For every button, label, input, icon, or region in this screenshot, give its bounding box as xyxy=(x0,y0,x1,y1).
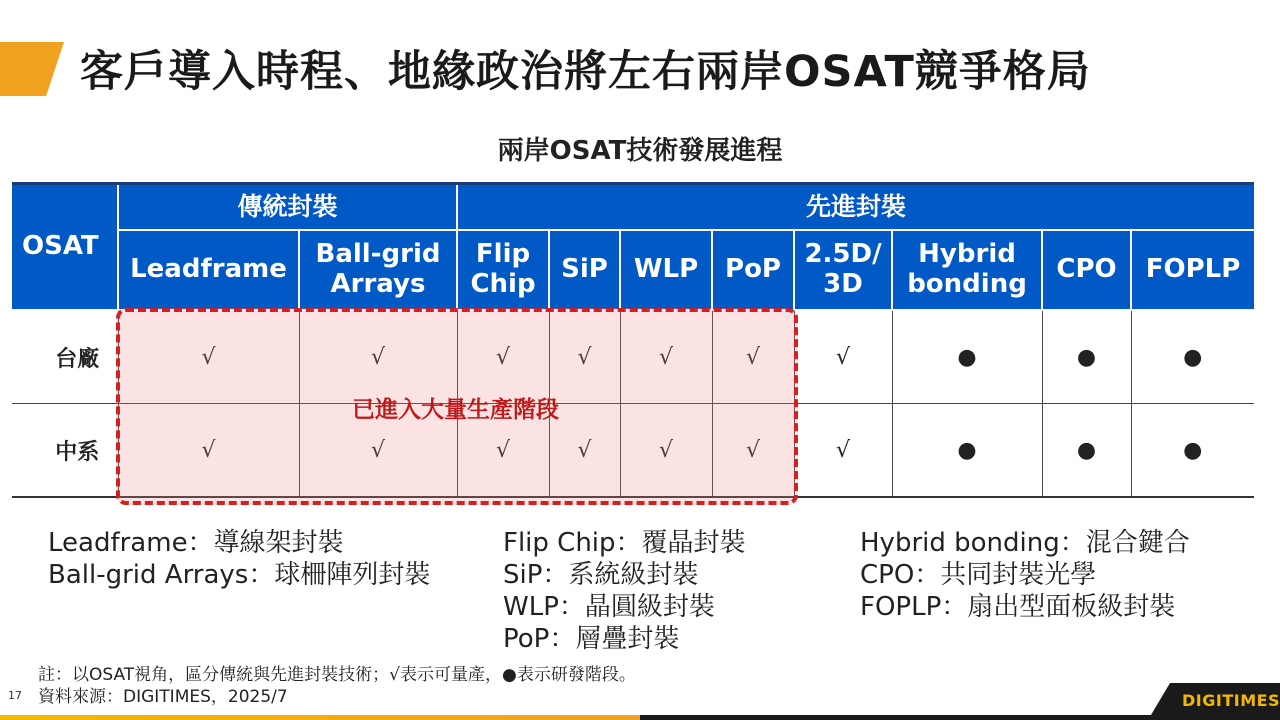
table-cell: √ xyxy=(118,404,299,498)
header-col-leadframe: Leadframe xyxy=(118,230,299,310)
legend-item: CPO：共同封裝光學 xyxy=(860,560,1097,590)
header-col-2-5d-3d: 2.5D/ 3D xyxy=(794,230,892,310)
legend-item: WLP：晶圓級封裝 xyxy=(503,592,715,622)
legend-column-advanced-2 xyxy=(860,527,1190,623)
legend-item: Leadframe：導線架封裝 xyxy=(48,528,344,558)
table-cell: √ xyxy=(299,404,457,498)
table-cell: √ xyxy=(712,404,794,498)
table-cell: ● xyxy=(892,310,1042,404)
table-cell: √ xyxy=(457,310,549,404)
table-cell: √ xyxy=(299,310,457,404)
digitimes-logo: DIGITIMES xyxy=(1182,691,1280,710)
table-title: 兩岸OSAT技術發展進程 xyxy=(497,136,783,166)
table-cell: ● xyxy=(1042,310,1131,404)
table-cell: √ xyxy=(712,310,794,404)
table-cell: √ xyxy=(118,310,299,404)
note-text: 註：以OSAT視角，區分傳統與先進封裝技術；√表示可量產，●表示研發階段。 xyxy=(38,665,636,685)
header-col-sip: SiP xyxy=(549,230,620,310)
table-cell: √ xyxy=(794,404,892,498)
footnote xyxy=(38,664,636,708)
header-col-wlp: WLP xyxy=(620,230,712,310)
mass-production-label: 已進入大量生產階段 xyxy=(352,397,559,423)
slide-title: 客戶導入時程、地緣政治將左右兩岸OSAT競爭格局 xyxy=(80,47,1091,97)
header-col-bga: Ball-grid Arrays xyxy=(299,230,457,310)
legend-item: PoP：層疊封裝 xyxy=(503,624,680,654)
header-col-foplp: FOPLP xyxy=(1131,230,1254,310)
header-col-cpo: CPO xyxy=(1042,230,1131,310)
header-col-hybrid-bonding: Hybrid bonding xyxy=(892,230,1042,310)
header-col-flip-chip: Flip Chip xyxy=(457,230,549,310)
header-group-advanced: 先進封裝 xyxy=(457,184,1254,231)
table-cell: √ xyxy=(620,404,712,498)
footer-stripe xyxy=(0,715,1280,720)
row-label: 台廠 xyxy=(12,310,118,404)
legend-item: Hybrid bonding：混合鍵合 xyxy=(860,528,1190,558)
table-cell: ● xyxy=(892,404,1042,498)
table-cell: √ xyxy=(794,310,892,404)
table-cell: √ xyxy=(620,310,712,404)
table-cell: ● xyxy=(1131,310,1254,404)
header-col-pop: PoP xyxy=(712,230,794,310)
header-group-traditional: 傳統封裝 xyxy=(118,184,457,231)
table-cell: √ xyxy=(549,310,620,404)
legend-column-advanced-1 xyxy=(503,527,746,655)
table-row-china xyxy=(12,404,1254,498)
table-cell: ● xyxy=(1131,404,1254,498)
legend-item: Ball-grid Arrays：球柵陣列封裝 xyxy=(48,560,431,590)
legend-column-traditional xyxy=(48,527,430,591)
header-osat: OSAT xyxy=(12,184,118,311)
row-label: 中系 xyxy=(12,404,118,498)
osat-comparison-table xyxy=(12,182,1254,498)
page-number: 17 xyxy=(8,689,22,702)
table-row-taiwan xyxy=(12,310,1254,404)
source-text: 資料來源：DIGITIMES，2025/7 xyxy=(38,687,288,707)
legend-item: Flip Chip：覆晶封裝 xyxy=(503,528,746,558)
legend-item: SiP：系統級封裝 xyxy=(503,560,699,590)
table-cell: ● xyxy=(1042,404,1131,498)
legend-item: FOPLP：扇出型面板級封裝 xyxy=(860,592,1176,622)
table-cell: √ xyxy=(549,404,620,498)
title-accent-bar xyxy=(0,42,64,96)
table-cell: √ xyxy=(457,404,549,498)
